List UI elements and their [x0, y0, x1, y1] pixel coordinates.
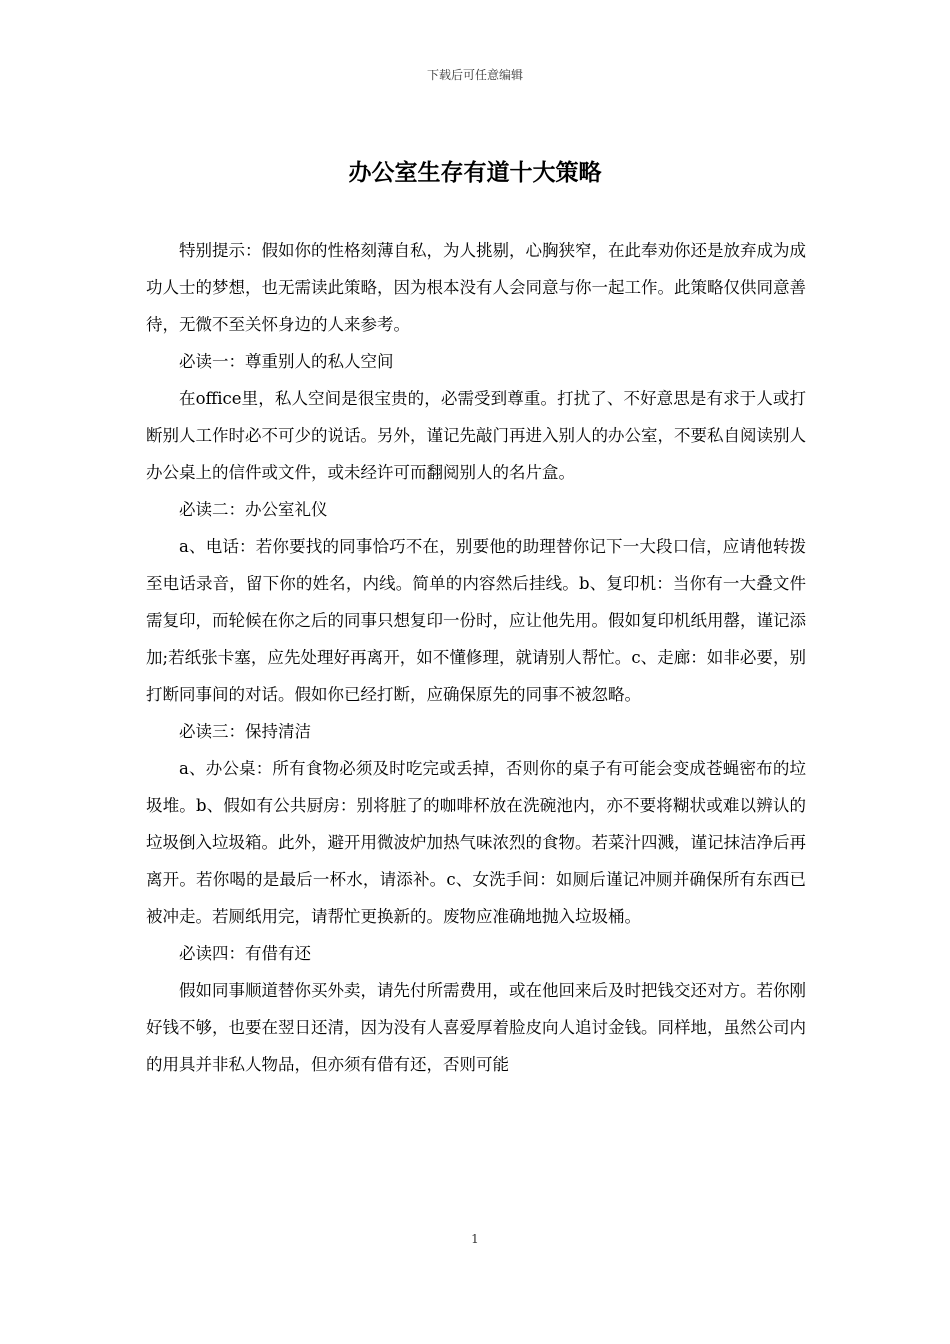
- section-heading-2: 必读二：办公室礼仪: [179, 500, 328, 519]
- section-heading-1: 必读一：尊重别人的私人空间: [179, 352, 394, 371]
- paragraph-section-3: a、办公桌：所有食物必须及时吃完或丢掉，否则你的桌子有可能会变成苍蝇密布的垃圾堆。b、假如有公共厨房：别将脏了的咖啡杯放在洗碗池内，亦不要将糊状或难以辨认的垃圾倒入垃圾箱。此外，避开用微波炉加热气味浓烈的食物。若菜汁四溅，谨记抹洁净后再离开。若你喝的是最后一杯水，请添补。c、女洗手间：如厕后谨记冲厕并确保所有东西已被冲走。若厕纸用完，请帮忙更换新的。废物应准确地抛入垃圾桶。: [146, 759, 806, 926]
- page-header: 下载后可任意编辑: [426, 68, 523, 82]
- page-number: 1: [471, 1232, 479, 1246]
- section-heading-3: 必读三：保持清洁: [179, 722, 311, 741]
- paragraph-section-4: 假如同事顺道替你买外卖，请先付所需费用，或在他回来后及时把钱交还对方。若你刚好钱不够，也要在翌日还清，因为没有人喜爱厚着脸皮向人追讨金钱。同样地，虽然公司内的用具并非私人物品，但亦须有借有还，否则可能: [146, 981, 806, 1074]
- paragraph-section-1: 在office里，私人空间是很宝贵的，必需受到尊重。打扰了、不好意思是有求于人或打断别人工作时必不可少的说话。另外，谨记先敲门再进入别人的办公室，不要私自阅读别人办公桌上的信件或文件，或未经许可而翻阅别人的名片盒。: [146, 389, 806, 482]
- section-heading-4: 必读四：有借有还: [179, 944, 311, 963]
- paragraph-intro: 特别提示：假如你的性格刻薄自私，为人挑剔，心胸狭窄，在此奉劝你还是放弃成为成功人士的梦想，也无需读此策略，因为根本没有人会同意与你一起工作。此策略仅供同意善待，无微不至关怀身边的人来参考。: [146, 241, 806, 334]
- document-title: 办公室生存有道十大策略: [348, 159, 602, 186]
- paragraph-section-2: a、电话：若你要找的同事恰巧不在，别要他的助理替你记下一大段口信，应请他转拨至电话录音，留下你的姓名，内线。简单的内容然后挂线。b、复印机：当你有一大叠文件需复印，而轮候在你之后的同事只想复印一份时，应让他先用。假如复印机纸用罄，谨记添加;若纸张卡塞，应先处理好再离开，如不懂修理，就请别人帮忙。c、走廊：如非必要，别打断同事间的对话。假如你已经打断，应确保原先的同事不被忽略。: [146, 537, 806, 704]
- document-body: [146, 232, 806, 1083]
